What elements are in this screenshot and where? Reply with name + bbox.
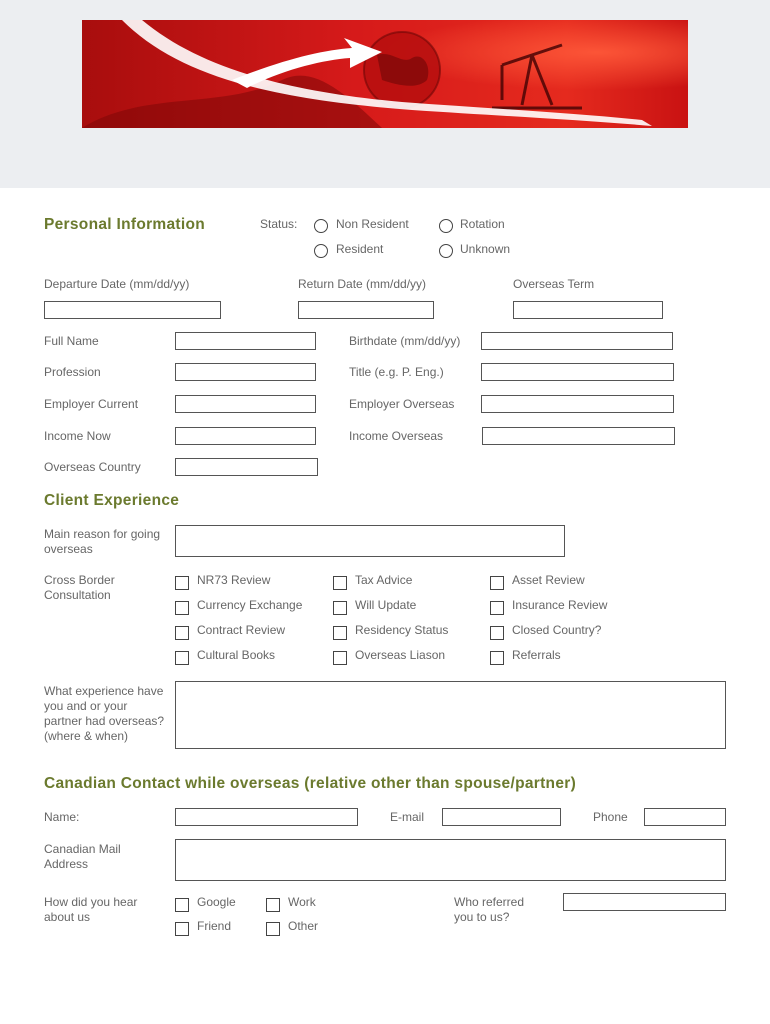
title-label: Title (e.g. P. Eng.) [349, 365, 444, 379]
referrals-checkbox[interactable] [490, 651, 504, 665]
status-radio-non-resident[interactable] [314, 219, 328, 233]
employer-overseas-label: Employer Overseas [349, 397, 455, 411]
experience-field[interactable] [175, 681, 726, 749]
birthdate-field[interactable] [481, 332, 673, 350]
cross-border-label: Cross Border Consultation [44, 573, 115, 602]
status-option-label: Rotation [460, 217, 505, 231]
work-checkbox[interactable] [266, 898, 280, 912]
status-option-label: Resident [336, 242, 384, 256]
status-radio-unknown[interactable] [439, 244, 453, 258]
full-name-field[interactable] [175, 332, 316, 350]
birthdate-label: Birthdate (mm/dd/yy) [349, 334, 461, 348]
checkbox-label: Google [197, 895, 236, 909]
overseas-liason-checkbox[interactable] [333, 651, 347, 665]
checkbox-label: Contract Review [197, 623, 286, 637]
mail-address-field[interactable] [175, 839, 726, 881]
friend-checkbox[interactable] [175, 922, 189, 936]
status-option-label: Non Resident [336, 217, 409, 231]
section-title-personal: Personal Information [44, 216, 206, 233]
main-reason-label: Main reason for going overseas [44, 527, 161, 556]
return-date-label: Return Date (mm/dd/yy) [298, 277, 427, 291]
checkbox-label: Friend [197, 919, 232, 933]
mail-address-label: Canadian Mail Address [44, 842, 121, 871]
full-name-label: Full Name [44, 334, 99, 348]
nr73-review-checkbox[interactable] [175, 576, 189, 590]
income-now-label: Income Now [44, 429, 111, 443]
income-overseas-label: Income Overseas [349, 429, 444, 443]
email-field[interactable] [442, 808, 561, 826]
currency-exchange-checkbox[interactable] [175, 601, 189, 615]
checkbox-label: Overseas Liason [355, 648, 446, 662]
email-label: E-mail [390, 810, 425, 824]
departure-date-field[interactable] [44, 301, 221, 319]
title-field[interactable] [481, 363, 674, 381]
status-option-label: Unknown [460, 242, 511, 256]
contact-name-field[interactable] [175, 808, 358, 826]
overseas-country-field[interactable] [175, 458, 318, 476]
departure-date-label: Departure Date (mm/dd/yy) [44, 277, 190, 291]
overseas-country-label: Overseas Country [44, 460, 141, 474]
employer-overseas-field[interactable] [481, 395, 674, 413]
profession-field[interactable] [175, 363, 316, 381]
experience-label: What experience have you and or your partner had overseas? (where & when) [44, 684, 165, 743]
contact-name-label: Name: [44, 810, 80, 824]
checkbox-label: Residency Status [355, 623, 449, 637]
status-radio-rotation[interactable] [439, 219, 453, 233]
other-checkbox[interactable] [266, 922, 280, 936]
overseas-term-field[interactable] [513, 301, 663, 319]
checkbox-label: Insurance Review [512, 598, 608, 612]
overseas-term-label: Overseas Term [513, 277, 595, 291]
checkbox-label: Closed Country? [512, 623, 602, 637]
income-now-field[interactable] [175, 427, 316, 445]
profession-label: Profession [44, 365, 101, 379]
header-banner-image [82, 20, 688, 128]
who-referred-label: Who referred you to us? [454, 895, 525, 924]
checkbox-label: Cultural Books [197, 648, 276, 662]
return-date-field[interactable] [298, 301, 434, 319]
google-checkbox[interactable] [175, 898, 189, 912]
checkbox-label: Work [288, 895, 316, 909]
closed-country-checkbox[interactable] [490, 626, 504, 640]
phone-field[interactable] [644, 808, 726, 826]
employer-current-label: Employer Current [44, 397, 139, 411]
section-title-contact: Canadian Contact while overseas (relative other than spouse/partner) [44, 775, 577, 792]
how-hear-label: How did you hear about us [44, 895, 138, 924]
phone-label: Phone [593, 810, 628, 824]
who-referred-field[interactable] [563, 893, 726, 911]
residency-status-checkbox[interactable] [333, 626, 347, 640]
employer-current-field[interactable] [175, 395, 316, 413]
checkbox-label: Referrals [512, 648, 561, 662]
checkbox-label: Will Update [355, 598, 417, 612]
main-reason-field[interactable] [175, 525, 565, 557]
section-title-client: Client Experience [44, 492, 180, 509]
income-overseas-field[interactable] [482, 427, 675, 445]
contract-review-checkbox[interactable] [175, 626, 189, 640]
tax-advice-checkbox[interactable] [333, 576, 347, 590]
status-radio-resident[interactable] [314, 244, 328, 258]
insurance-review-checkbox[interactable] [490, 601, 504, 615]
checkbox-label: Other [288, 919, 319, 933]
checkbox-label: Tax Advice [355, 573, 413, 587]
will-update-checkbox[interactable] [333, 601, 347, 615]
status-label: Status: [260, 217, 298, 231]
checkbox-label: Currency Exchange [197, 598, 303, 612]
checkbox-label: Asset Review [512, 573, 585, 587]
checkbox-label: NR73 Review [197, 573, 271, 587]
cultural-books-checkbox[interactable] [175, 651, 189, 665]
asset-review-checkbox[interactable] [490, 576, 504, 590]
